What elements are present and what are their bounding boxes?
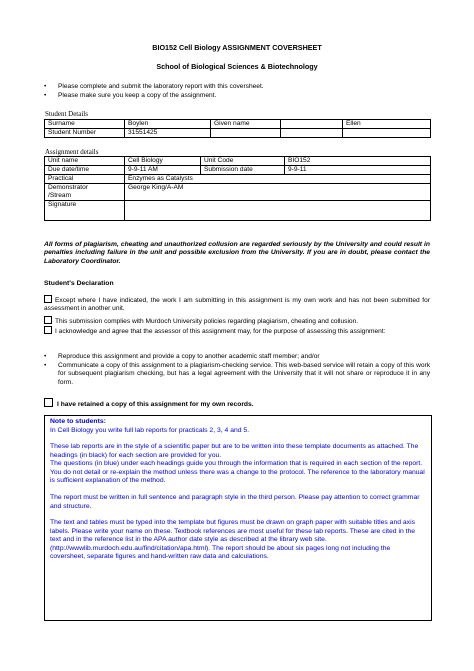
- due-date-label: Due date/time: [45, 166, 125, 175]
- surname-label: Surname: [45, 120, 125, 129]
- given-name-label: Given name: [211, 120, 281, 129]
- instructions-list: [44, 83, 444, 101]
- signature-label: Signature: [45, 201, 125, 221]
- student-details-table: [44, 119, 431, 138]
- assignment-details-label: Assignment details: [45, 148, 99, 156]
- instruction-text: Please complete and submit the laboratory report with this coversheet.: [58, 83, 264, 90]
- student-number-label: Student Number: [45, 129, 125, 138]
- table-row: [45, 184, 431, 201]
- demonstrator-label-line2: /Stream: [48, 191, 72, 199]
- note-paragraph: These lab reports are in the style of a scientific paper but are to be written into these template documents as attached. The headings (in black) for each section are provided for you.: [50, 443, 419, 459]
- note-to-students-box: [44, 415, 432, 621]
- spacer: [50, 511, 426, 519]
- assignment-details-table: [44, 156, 431, 221]
- practical-label: Practical: [45, 175, 125, 184]
- list-item: [44, 362, 430, 387]
- given-name-field[interactable]: Ellen: [343, 120, 431, 129]
- signature-field[interactable]: [125, 201, 431, 221]
- submission-date-field[interactable]: 9-9-11: [285, 166, 431, 175]
- declaration-item-own-work: [44, 295, 430, 313]
- bullet-icon: •: [44, 362, 47, 370]
- own-work-checkbox[interactable]: [44, 295, 52, 303]
- assessor-rights-list: [44, 353, 430, 388]
- unit-code-field[interactable]: BIO152: [285, 157, 431, 166]
- declaration-item-policies: [44, 316, 430, 326]
- list-item-text: Reproduce this assignment and provide a copy to another academic staff member; and/or: [58, 353, 320, 360]
- assessor-checkbox[interactable]: [44, 326, 52, 334]
- surname-field[interactable]: Boylen: [125, 120, 211, 129]
- unit-code-label: Unit Code: [201, 157, 285, 166]
- table-row: [45, 201, 431, 221]
- table-row: [45, 120, 431, 129]
- table-row: [45, 157, 431, 166]
- page-title: BIO152 Cell Biology ASSIGNMENT COVERSHEET: [152, 43, 322, 52]
- school-name: School of Biological Sciences & Biotechnology: [156, 62, 318, 71]
- due-date-field[interactable]: 9-9-11 AM: [125, 166, 201, 175]
- empty-cell: [211, 129, 281, 138]
- declaration-heading: Student's Declaration: [44, 280, 114, 287]
- list-item: [44, 83, 444, 91]
- unit-name-label: Unit name: [45, 157, 125, 166]
- instruction-text: Please make sure you keep a copy of the assignment.: [58, 91, 217, 99]
- empty-cell: [281, 129, 343, 138]
- given-name-spacer: [281, 120, 343, 129]
- table-row: [45, 175, 431, 184]
- bullet-icon: •: [44, 91, 47, 99]
- note-paragraph: The questions (in blue) under each headings guide you through the information that is required in each section of the report. You do not detail or re-explain the method unless there was a change to the protocol. The reference to the laboratory manual is sufficient explanation of the method.: [50, 460, 425, 485]
- demonstrator-label: [45, 184, 125, 201]
- list-item-text: Communicate a copy of this assignment to a plagiarism-checking service. This web-based service will retain a copy of this work for subsequent plagiarism checking, but has a legal agreement with the University that it will not share or reproduce it in any form.: [58, 362, 430, 386]
- table-row: [45, 129, 431, 138]
- declaration-text: Except where I have indicated, the work I am submitting in this assignment is my own work and has not been submitted for assessment in another unit.: [44, 297, 430, 313]
- spacer: [50, 435, 426, 443]
- declaration-text: This submission complies with Murdoch University policies regarding plagiarism, cheating and collusion.: [55, 318, 359, 325]
- list-item: [44, 353, 430, 361]
- note-paragraph: The text and tables must be typed into the template but figures must be drawn on graph paper with suitable titles and axis labels. Please write your name on these. Textbook references are most useful for these lab reports. These are cited in the text and in the reference list in the APA author date style as described at the library web site. (http://wwwlib.murdoch.edu.au/find/citation/apa.html). The report should be about six pages long not including the coversheet, separate figures and hand-written raw data and calculations.: [50, 519, 416, 561]
- table-row: [45, 166, 431, 175]
- submission-date-label: Submission date: [201, 166, 285, 175]
- bullet-icon: •: [44, 353, 47, 360]
- student-details-label: Student Details: [45, 110, 88, 118]
- empty-cell: [343, 129, 431, 138]
- bullet-icon: •: [44, 83, 47, 90]
- spacer: [50, 486, 426, 494]
- retained-copy-item: [44, 398, 254, 409]
- retained-copy-text: I have retained a copy of this assignment for my own records.: [57, 401, 254, 408]
- unit-name-field[interactable]: Cell Biology: [125, 157, 201, 166]
- declaration-item-assessor: [44, 326, 430, 336]
- demonstrator-label-line1: Demonstrator: [48, 184, 88, 191]
- note-heading: Note to students:: [50, 418, 106, 425]
- declaration-text: I acknowledge and agree that the assessor of this assignment may, for the purpose of assessing this assignment:: [55, 328, 386, 335]
- practical-field[interactable]: Enzymes as Catalysts: [125, 175, 431, 184]
- note-paragraph: The report must be written in full sentence and paragraph style in the third person. Please pay attention to correct grammar and structure.: [50, 493, 420, 510]
- policies-checkbox[interactable]: [44, 316, 52, 324]
- student-number-field[interactable]: 31551425: [125, 129, 211, 138]
- retained-copy-checkbox[interactable]: [44, 398, 53, 407]
- note-paragraph: In Cell Biology you write full lab reports for practicals 2, 3, 4 and 5.: [50, 426, 250, 434]
- demonstrator-field[interactable]: George King/A-AM: [125, 184, 431, 201]
- plagiarism-warning: All forms of plagiarism, cheating and unauthorized collusion are regarded seriously by the University and could result in penalties including failure in the unit and possible exclusion from the University. If you are in doubt, please contact the Laboratory Coordinator.: [44, 241, 430, 265]
- list-item: [44, 92, 444, 100]
